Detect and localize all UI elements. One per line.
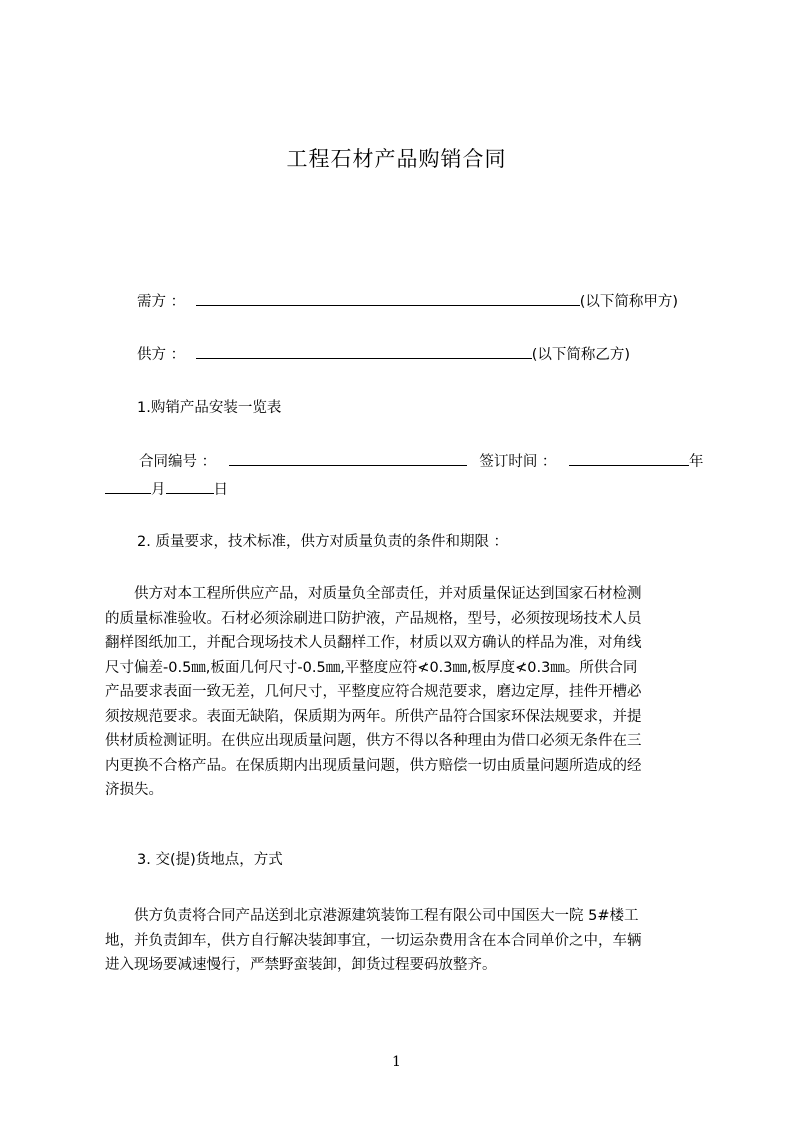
paragraph-line: 须按规范要求。表面无缺陷，保质期为两年。所供产品符合国家环保法规要求，并提 [105, 708, 642, 725]
section2-paragraph [105, 582, 699, 803]
paragraph-line: 供方负责将合同产品送到北京港源建筑装饰工程有限公司中国医大一院 5#楼工 [105, 908, 639, 924]
paragraph-line: 内更换不合格产品。在保质期内出现质量问题，供方赔偿一切由质量问题所造成的经 [105, 757, 642, 774]
seller-blank [196, 344, 532, 359]
buyer-blank [196, 291, 580, 306]
day-blank [166, 479, 214, 494]
buyer-label: 需方 ： [137, 294, 186, 310]
paragraph-line: 地，并负责卸车，供方自行解决装卸事宜，一切运杂费用含在本合同单价之中，车辆 [105, 932, 642, 949]
year-label: 年 [689, 454, 704, 470]
day-label: 日 [213, 482, 228, 498]
month-blank [105, 479, 151, 494]
section1-heading: 1.购销产品安装一览表 [137, 400, 282, 416]
section2-heading: 2. 质量要求，技术标准，供方对质量负责的条件和期限 ： [137, 534, 509, 550]
paragraph-line: 产品要求表面一致无差，几何尺寸，平整度应符合规范要求，磨边定厚，挂件开槽必 [105, 684, 642, 700]
section3-heading: 3. 交(提)货地点，方式 [137, 852, 283, 868]
contract-no-label: 合同编号 ： [139, 454, 217, 470]
date-line [105, 479, 228, 500]
sign-year-blank [569, 451, 689, 466]
seller-suffix: (以下简称乙方) [531, 347, 631, 363]
section3-paragraph [105, 904, 699, 978]
paragraph-line: 济损失。 [105, 782, 163, 798]
paragraph-line: 进入现场要减速慢行，严禁野蛮装卸，卸货过程要码放整齐。 [105, 957, 497, 973]
buyer-suffix: (以下简称甲方) [579, 294, 679, 310]
paragraph-line: 翻样图纸加工，并配合现场技术人员翻样工作，材质以双方确认的样品为准，对角线 [105, 635, 642, 651]
paragraph-line: 供方对本工程所供应产品，对质量负全部责任，并对质量保证达到国家石材检测 [105, 586, 642, 602]
paragraph-line: 的质量标准验收。石材必须涂刷进口防护液，产品规格，型号，必须按现场技术人员 [105, 610, 642, 627]
sign-time-label: 签订时间 ： [479, 454, 557, 470]
month-label: 月 [151, 482, 166, 498]
contract-no-blank [229, 451, 467, 466]
paragraph-line: 尺寸偏差-0.5㎜,板面几何尺寸-0.5㎜,平整度应符≮0.3㎜,板厚度≮0.3㎜。所供合同 [105, 659, 638, 676]
contract-info-line [139, 451, 704, 472]
buyer-line [137, 291, 678, 312]
seller-label: 供方 ： [137, 347, 186, 363]
seller-line [137, 344, 630, 365]
page-number: 1 [392, 1054, 401, 1070]
document-title: 工程石材产品购销合同 [286, 147, 507, 171]
paragraph-line: 供材质检测证明。在供应出现质量问题，供方不得以各种理由为借口必须无条件在三 [105, 733, 642, 749]
